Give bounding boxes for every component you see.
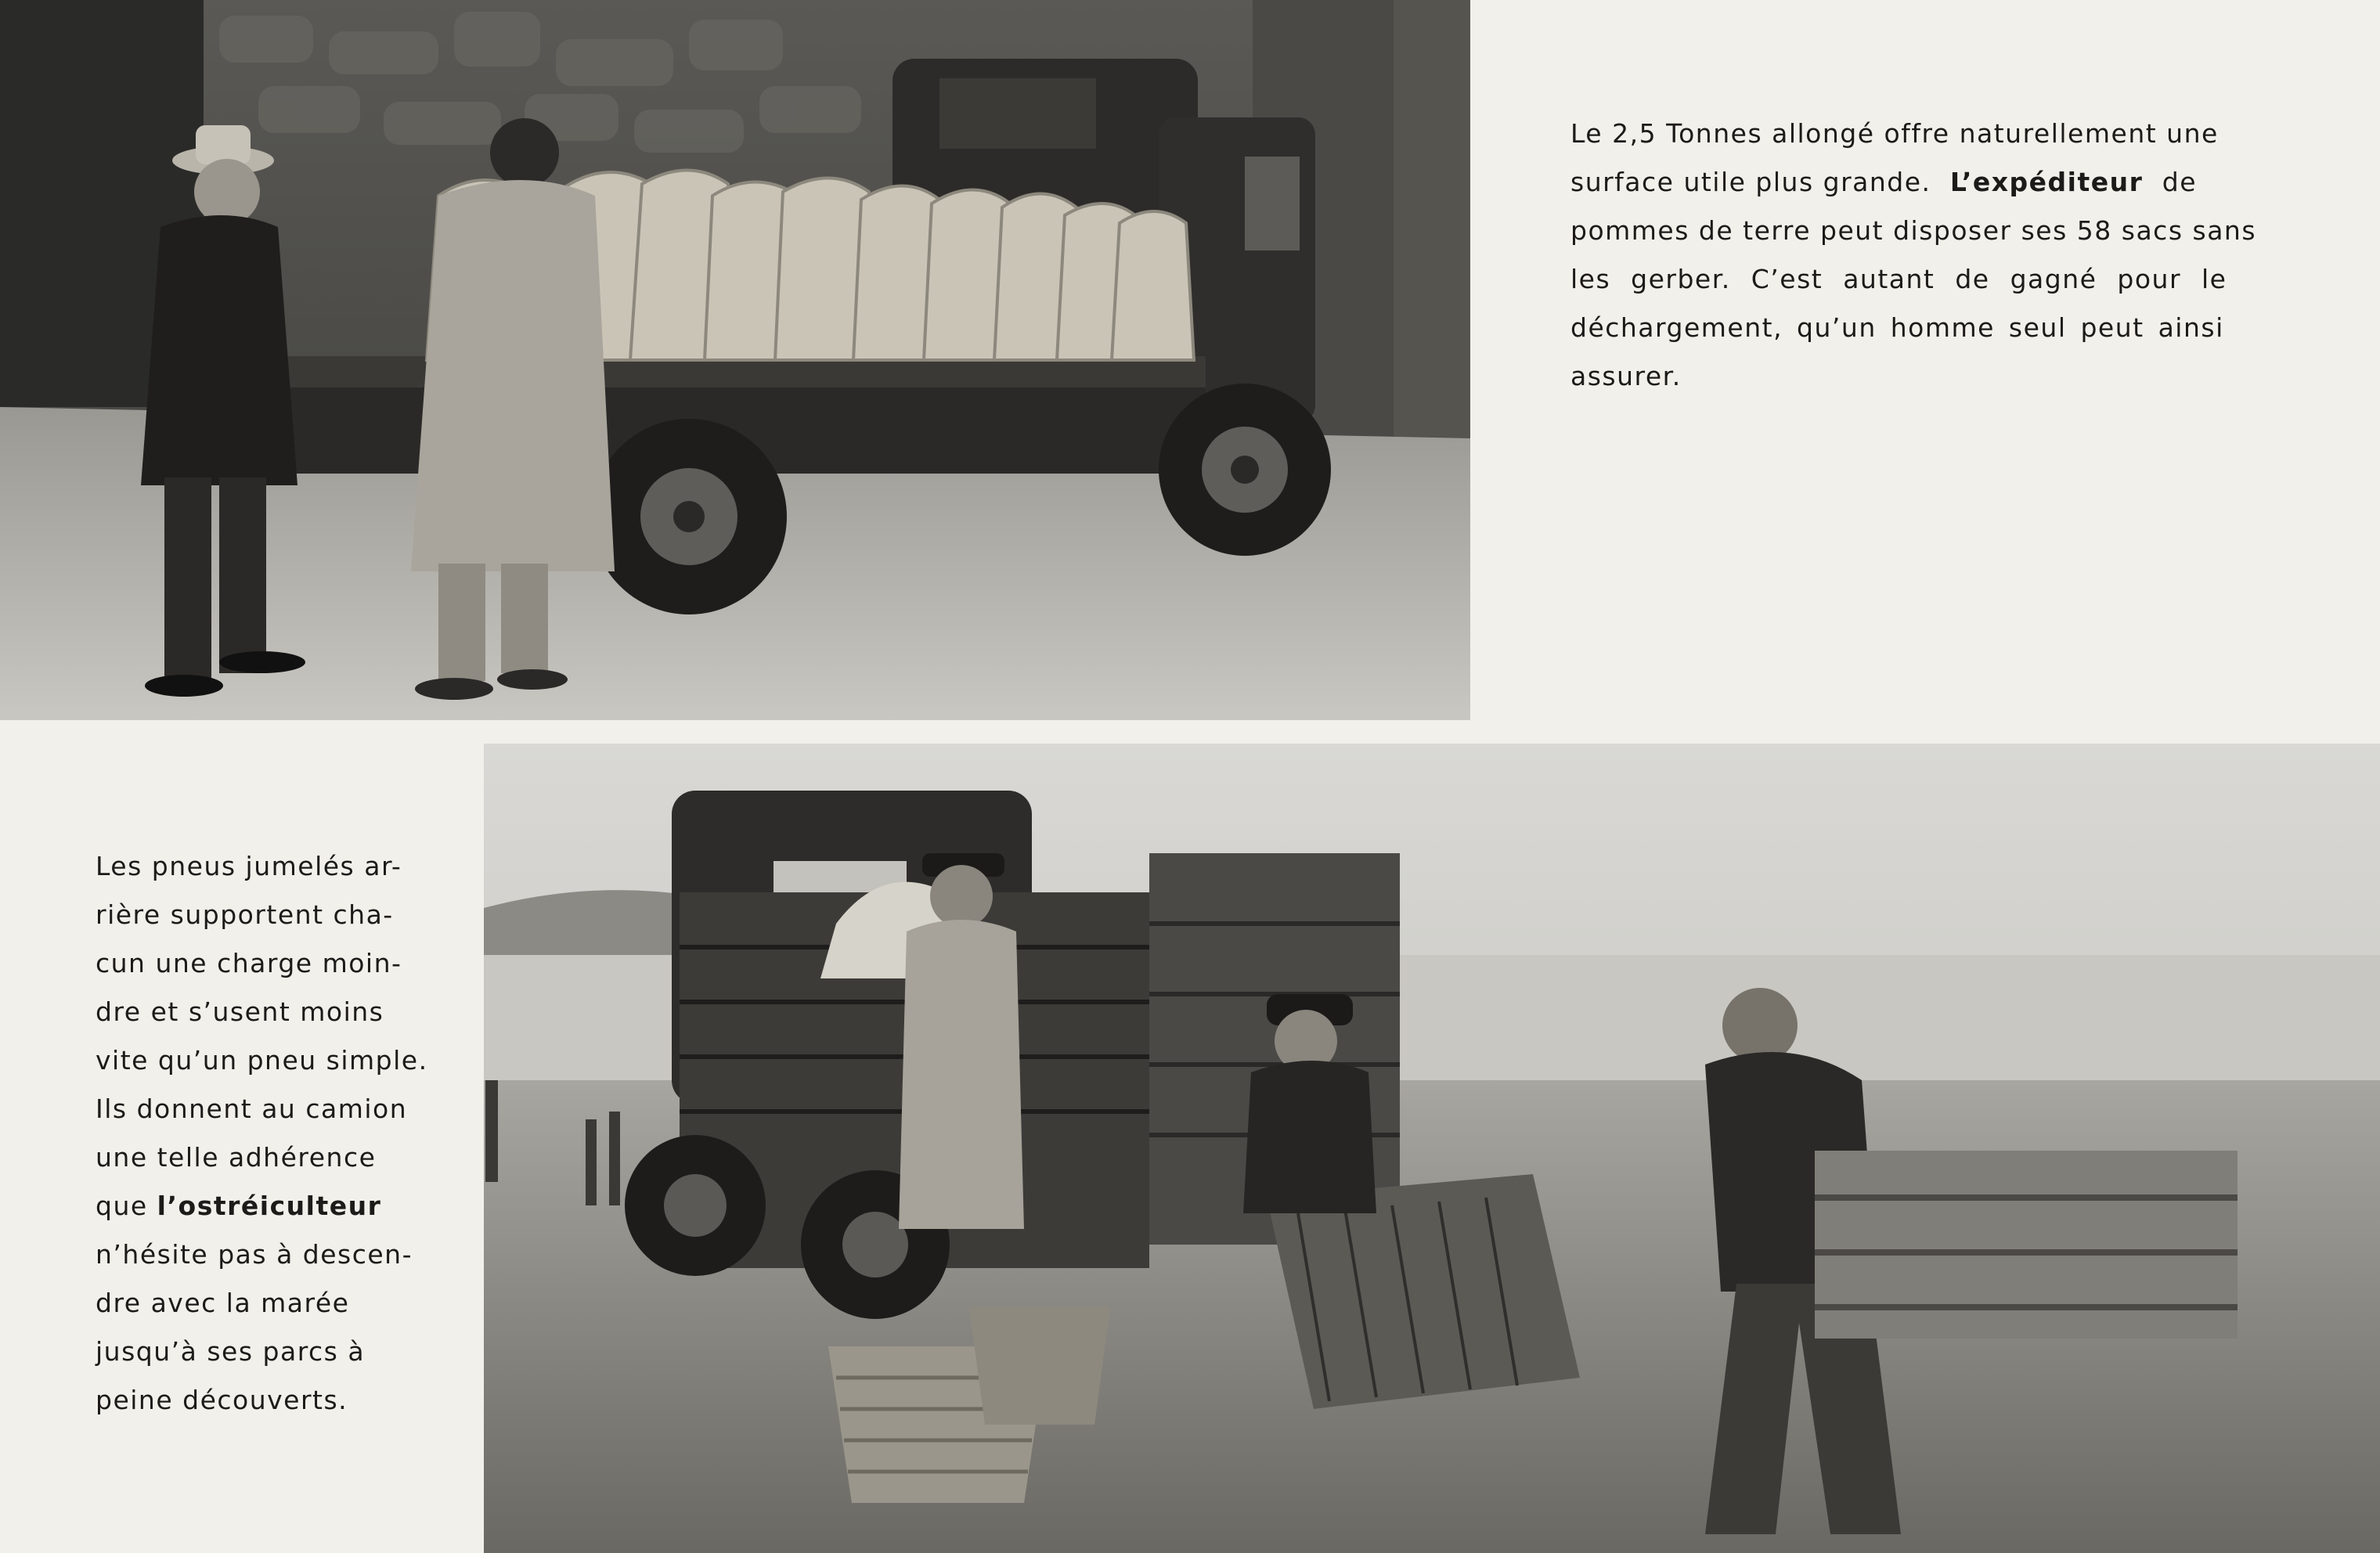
caption-line: jusqu’à ses parcs à <box>96 1336 366 1367</box>
caption-truck-potatoes <box>1570 110 2257 401</box>
caption-line: que l’ostréiculteur <box>96 1191 382 1221</box>
caption-line: déchargement, qu’un homme seul peut ainsi <box>1570 312 2224 343</box>
caption-line: Le 2,5 Tonnes allongé offre naturellement une <box>1570 118 2219 149</box>
highlight-ostreiculteur: l’ostréiculteur <box>157 1191 382 1221</box>
caption-line: dre et s’usent moins <box>96 996 384 1027</box>
photo-truck-oyster-beds <box>484 744 2380 1553</box>
caption-line: cun une charge moin- <box>96 948 402 978</box>
caption-line: rière supportent cha- <box>96 899 394 930</box>
caption-line: Ils donnent au camion <box>96 1094 408 1124</box>
caption-line: une telle adhérence <box>96 1142 377 1173</box>
caption-oyster-farmer <box>96 842 428 1425</box>
highlight-expediteur: L’expéditeur <box>1949 167 2144 197</box>
caption-line: surface utile plus grande. L’expéditeur de <box>1570 158 2197 207</box>
photo-truck-potato-sacks <box>0 0 1470 720</box>
caption-line: Les pneus jumelés ar- <box>96 851 402 881</box>
caption-line: les gerber. C’est autant de gagné pour le <box>1570 264 2227 294</box>
caption-line: assurer. <box>1570 361 1682 391</box>
caption-line: pommes de terre peut disposer ses 58 sacs sans <box>1570 215 2257 246</box>
caption-line: dre avec la marée <box>96 1288 350 1318</box>
caption-line: n’hésite pas à descen- <box>96 1239 413 1270</box>
caption-line: vite qu’un pneu simple. <box>96 1045 428 1076</box>
caption-line: peine découverts. <box>96 1385 348 1415</box>
